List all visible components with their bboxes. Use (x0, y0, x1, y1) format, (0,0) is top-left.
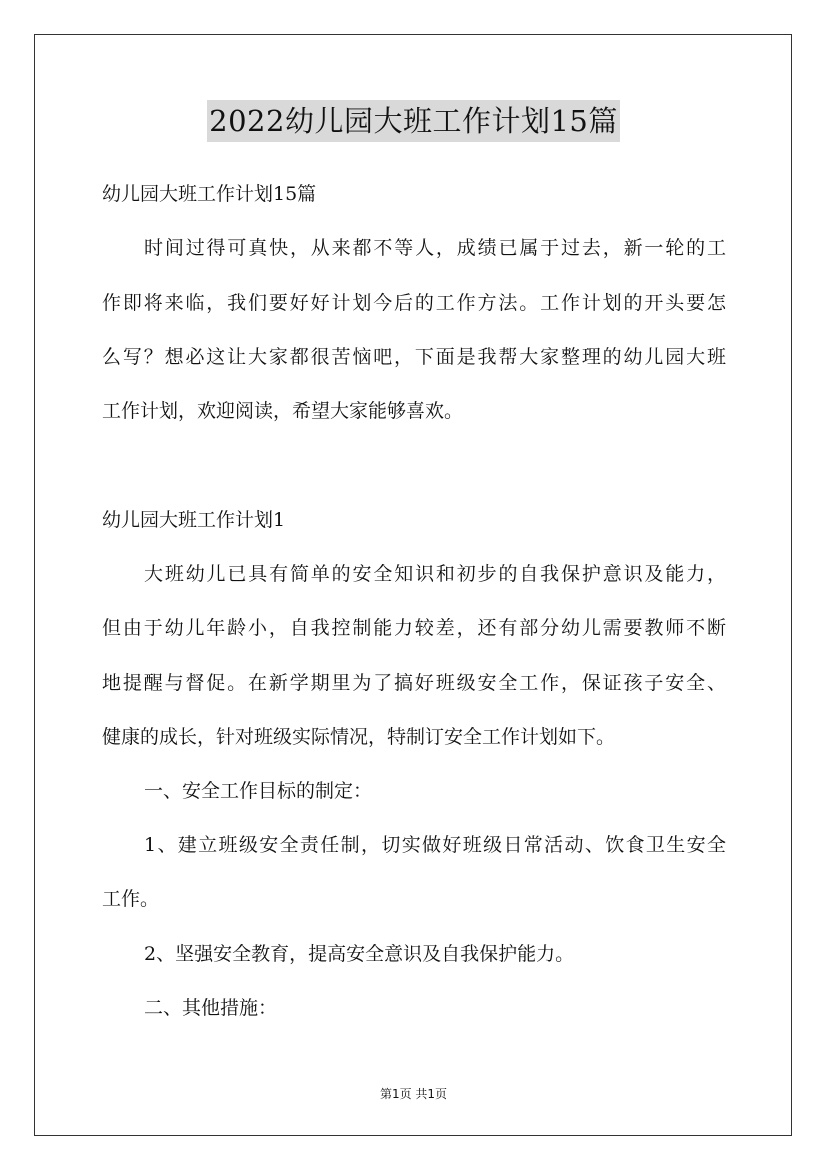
item-1-line-1: 1、建立班级安全责任制，切实做好班级日常活动、饮食卫生安全 (144, 834, 726, 856)
intro-line-1: 时间过得可真快，从来都不等人，成绩已属于过去，新一轮的工 (144, 237, 726, 259)
document-title-text: 2022幼儿园大班工作计划15篇 (207, 100, 620, 142)
document-title (0, 100, 827, 142)
plan1-line-4: 健康的成长，针对班级实际情况，特制订安全工作计划如下。 (102, 726, 616, 748)
page-footer: 第1页 共1页 (379, 1087, 448, 1101)
intro-line-2: 作即将来临，我们要好好计划今后的工作方法。工作计划的开头要怎 (102, 292, 726, 314)
intro-line-4: 工作计划，欢迎阅读，希望大家能够喜欢。 (102, 400, 464, 422)
section-heading-plan-1: 幼儿园大班工作计划1 (102, 509, 286, 531)
item-heading-one: 一、安全工作目标的制定： (144, 780, 373, 802)
item-heading-two: 二、其他措施： (144, 997, 278, 1019)
intro-line-3: 么写？想必这让大家都很苦恼吧，下面是我帮大家整理的幼儿园大班 (102, 346, 726, 368)
subtitle-line: 幼儿园大班工作计划15篇 (102, 183, 317, 205)
item-1-line-2: 工作。 (102, 888, 160, 910)
plan1-line-2: 但由于幼儿年龄小，自我控制能力较差，还有部分幼儿需要教师不断 (102, 617, 726, 639)
plan1-line-3: 地提醒与督促。在新学期里为了搞好班级安全工作，保证孩子安全、 (102, 672, 726, 694)
item-2-line: 2、坚强安全教育，提高安全意识及自我保护能力。 (144, 943, 575, 965)
plan1-line-1: 大班幼儿已具有简单的安全知识和初步的自我保护意识及能力， (144, 563, 726, 585)
